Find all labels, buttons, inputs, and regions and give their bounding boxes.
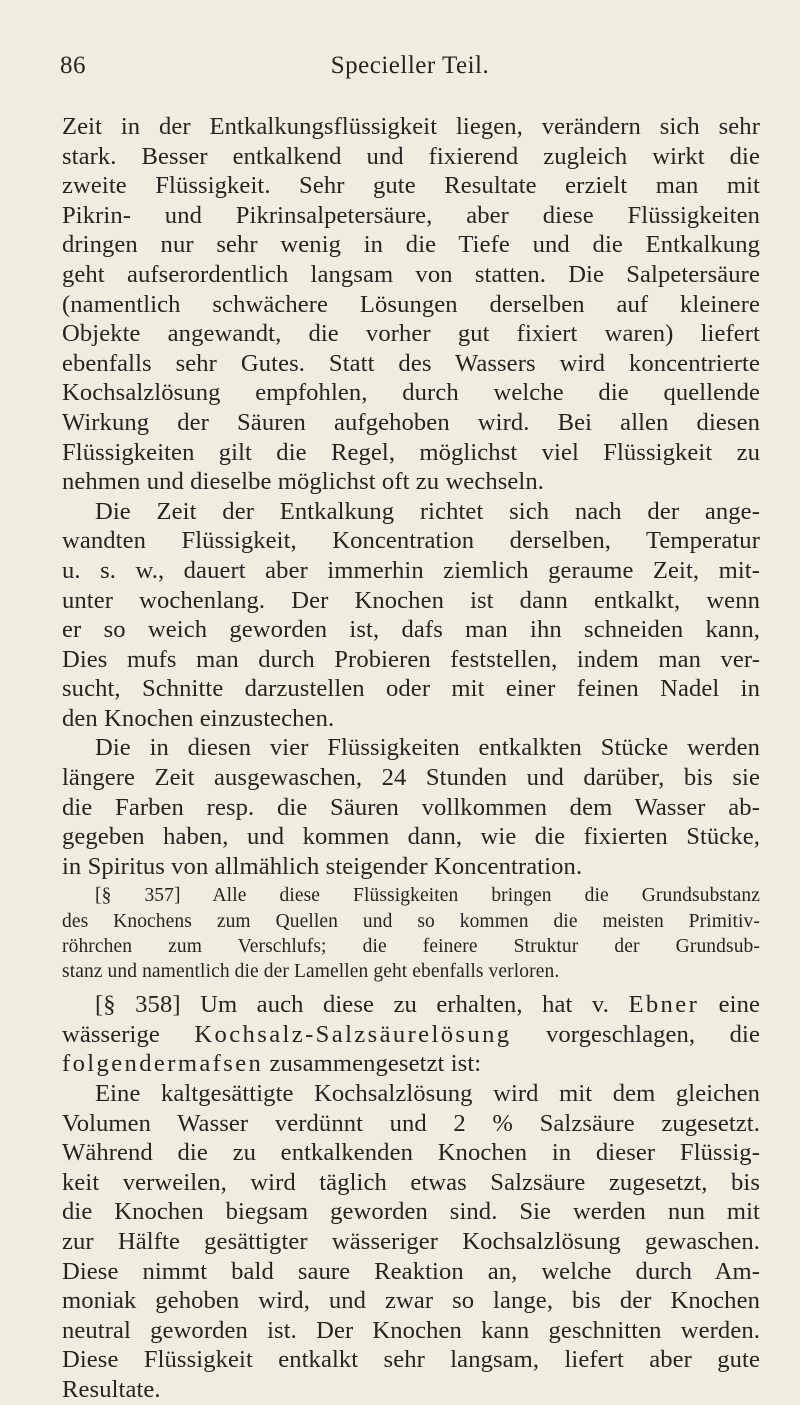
text-line: geht aufserordentlich langsam von statten. Die Salpetersäure [62, 260, 760, 288]
text-line: er so weich geworden ist, dafs man ihn schneiden kann, [62, 616, 760, 644]
text-line: des Knochens zum Quellen und so kommen die meisten Primitiv- [62, 910, 760, 932]
paragraph-2 [62, 497, 760, 734]
paragraph-358 [62, 990, 760, 1079]
text-line: Dies mufs man durch Probieren feststellen, indem man ver- [62, 645, 760, 673]
text-line: ebenfalls sehr Gutes. Statt des Wassers wird koncentrierte [62, 349, 760, 377]
text-line: Pikrin- und Pikrinsalpetersäure, aber diese Flüssigkeiten [62, 201, 760, 229]
text-line: die Farben resp. die Säuren vollkommen dem Wasser ab- [62, 793, 760, 821]
text-line: Zeit in der Entkalkungsflüssigkeit liegen, verändern sich sehr [62, 113, 760, 140]
text-line [62, 990, 760, 1020]
text-line: Volumen Wasser verdünnt und 2 % Salzsäure zugesetzt. [62, 1109, 760, 1137]
text-line: Resultate. [62, 1375, 161, 1403]
text-line: längere Zeit ausgewaschen, 24 Stunden und darüber, bis sie [62, 764, 760, 792]
text-line: Flüssigkeiten gilt die Regel, möglichst viel Flüssigkeit zu [62, 438, 760, 466]
text-line: Eine kaltgesättigte Kochsalzlösung wird mit dem gleichen [95, 1079, 760, 1107]
paragraph-5 [62, 1079, 760, 1405]
page-number: 86 [60, 52, 86, 79]
text-line: keit verweilen, wird täglich etwas Salzsäure zugesetzt, bis [62, 1168, 760, 1196]
text-line: nehmen und dieselbe möglichst oft zu wechseln. [62, 468, 545, 496]
text-line: röhrchen zum Verschlufs; die feinere Struktur der Grundsub- [62, 935, 760, 957]
text-line: Während die zu entkalkenden Knochen in dieser Flüssig- [62, 1139, 760, 1167]
paragraph-3 [62, 733, 760, 881]
text-line: in Spiritus von allmählich steigender Koncentration. [62, 852, 583, 880]
text-line: Diese nimmt bald saure Reaktion an, welche durch Am- [62, 1257, 760, 1285]
text-line: gegeben haben, und kommen dann, wie die fixierten Stücke, [62, 823, 760, 851]
text-line: Diese Flüssigkeit entkalkt sehr langsam, liefert aber gute [62, 1346, 760, 1374]
page-body [62, 112, 760, 1405]
text-line: dringen nur sehr wenig in die Tiefe und die Entkalkung [62, 231, 760, 259]
text-line: Die Zeit der Entkalkung richtet sich nach der ange- [95, 497, 760, 525]
running-title: Specieller Teil. [330, 52, 490, 79]
text-line: Wirkung der Säuren aufgehoben wird. Bei allen diesen [62, 408, 760, 436]
text-line: [§ 357] Alle diese Flüssigkeiten bringen die Grundsubstanz [95, 885, 760, 907]
text-line: sucht, Schnitte darzustellen oder mit einer feinen Nadel in [62, 675, 760, 703]
line-text: vorgeschlagen, die [546, 1020, 760, 1048]
line-text: wässerige [62, 1020, 160, 1048]
text-line: (namentlich schwächere Lösungen derselben auf kleinere [62, 290, 760, 318]
text-line [62, 1049, 760, 1079]
text-line: Objekte angewandt, die vorher gut fixiert waren) liefert [62, 320, 760, 348]
text-line: Kochsalzlösung empfohlen, durch welche die quellende [62, 379, 760, 407]
text-line: unter wochenlang. Der Knochen ist dann entkalkt, wenn [62, 586, 760, 614]
text-line: wandten Flüssigkeit, Koncentration derselben, Temperatur [62, 527, 760, 555]
line-text: zusammengesetzt ist: [269, 1050, 482, 1078]
text-line: neutral geworden ist. Der Knochen kann geschnitten werden. [62, 1316, 760, 1344]
paragraph-1 [62, 112, 760, 497]
solution-term: Kochsalz-Salzsäurelösung [194, 1020, 512, 1048]
text-line: die Knochen biegsam geworden sind. Sie werden nun mit [62, 1198, 760, 1226]
line-text: eine [718, 991, 761, 1019]
emphasized-term: folgendermafsen [62, 1050, 264, 1078]
line-text: [§ 358] Um auch diese zu erhalten, hat v. [95, 991, 609, 1019]
text-line: den Knochen einzustechen. [62, 704, 335, 732]
paragraph-357-small-print [62, 883, 760, 984]
page-header [60, 46, 760, 86]
text-line: zweite Flüssigkeit. Sehr gute Resultate erzielt man mit [62, 172, 760, 200]
text-line: Die in diesen vier Flüssigkeiten entkalkten Stücke werden [95, 734, 760, 762]
text-line: moniak gehoben wird, und zwar so lange, bis der Knochen [62, 1287, 760, 1315]
text-line: zur Hälfte gesättigter wässeriger Kochsalzlösung gewaschen. [62, 1227, 760, 1255]
text-line: u. s. w., dauert aber immerhin ziemlich geraume Zeit, mit- [62, 556, 760, 584]
author-name: Ebner [628, 991, 700, 1019]
text-line [62, 1020, 760, 1050]
text-line: stanz und namentlich die der Lamellen geht ebenfalls verloren. [62, 961, 560, 982]
text-line: stark. Besser entkalkend und fixierend zugleich wirkt die [62, 142, 760, 170]
